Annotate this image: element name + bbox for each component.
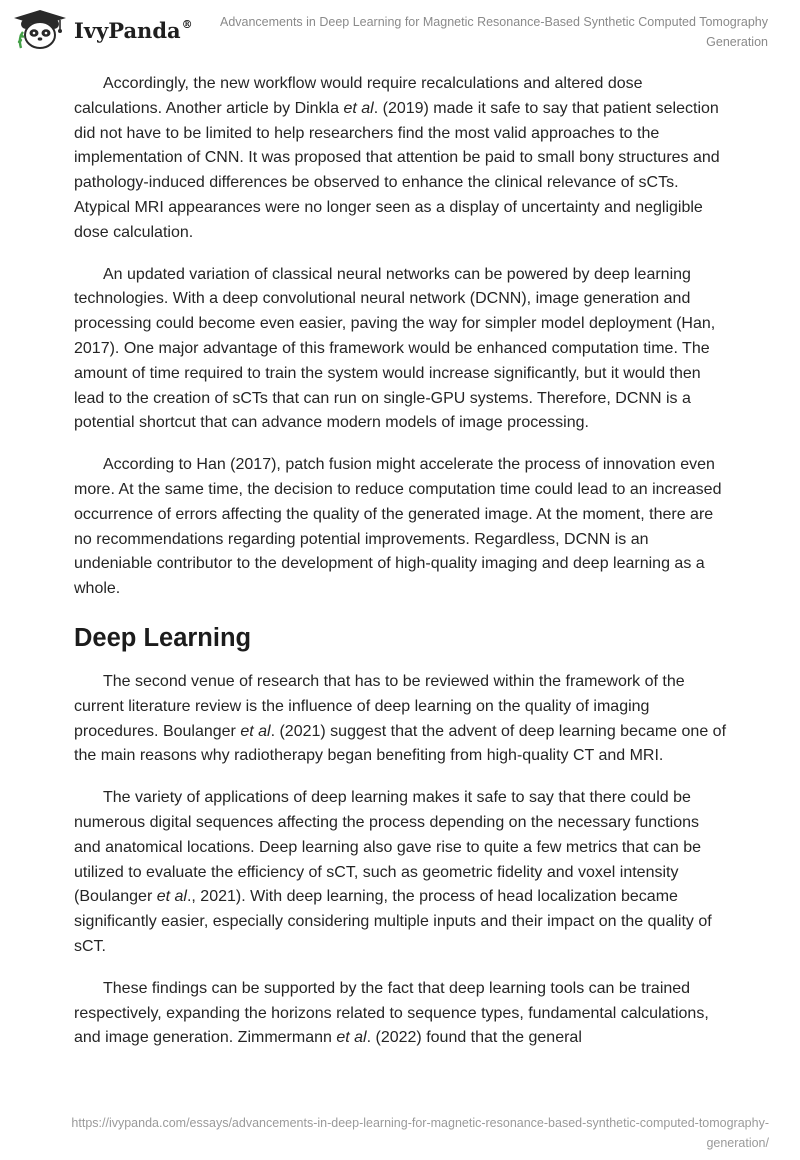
paragraph: Accordingly, the new workflow would require recalculations and altered dose calculations. Another article by Dinkla et al. (2019) made it safe to say that patient selection did not have to be limited to help researchers find the most valid approaches to the implementation of CNN. It was proposed that attention be paid to small bony structures and pathology-induced differences be observed to enhance the clinical relevance of sCTs. Atypical MRI appearances were no longer seen as a display of uncertainty and negligible dose calculation.	[74, 75, 720, 241]
section-heading: Deep Learning	[74, 623, 252, 652]
article-body	[74, 72, 726, 1068]
paragraph: According to Han (2017), patch fusion might accelerate the process of innovation even more. At the same time, the decision to reduce computation time could lead to an increased occurrence of errors affecting the quality of the generated image. At the moment, there are no recommendations regarding potential improvements. Regardless, DCNN is an undeniable contributor to the development of high-quality imaging and deep learning as a whole.	[74, 456, 722, 598]
paragraph: The second venue of research that has to be reviewed within the framework of the current literature review is the influence of deep learning on the quality of imaging procedures. Boulanger et al. (2021) suggest that the advent of deep learning became one of the main reasons why radiotherapy began benefiting from high-quality CT and MRI.	[74, 672, 727, 765]
document-title: Advancements in Deep Learning for Magnetic Resonance-Based Synthetic Computed Tomography Generation	[219, 15, 768, 49]
paragraph: An updated variation of classical neural networks can be powered by deep learning technologies. With a deep convolutional neural network (DCNN), image generation and processing could become even easier, paving the way for simpler model deployment (Han, 2017). One major advantage of this framework would be enhanced computation time. The amount of time required to train the system would increase significantly, but it would then lead to the creation of sCTs that can run on single-GPU systems. Therefore, DCNN is a potential shortcut that can advance modern models of image processing.	[74, 265, 716, 432]
page-header	[0, 0, 800, 66]
ivypanda-logo[interactable]	[14, 8, 193, 52]
paragraph: The variety of applications of deep learning makes it safe to say that there could be numerous digital sequences affecting the process depending on the necessary functions and anatomical locations. Deep learning also gave rise to quite a few metrics that can be utilized to evaluate the efficiency of sCT, such as geometric fidelity and voxel intensity (Boulanger et al., 2021). With deep learning, the process of head localization became significantly easier, especially considering multiple inputs and their impact on the quality of sCT.	[74, 789, 712, 955]
paragraph: These findings can be supported by the fact that deep learning tools can be trained respectively, expanding the horizons related to sequence types, fundamental calculations, and image generation. Zimmermann et al. (2022) found that the general	[74, 979, 709, 1047]
brand-name: IvyPanda®	[74, 17, 193, 43]
source-url[interactable]: https://ivypanda.com/essays/advancements-in-deep-learning-for-magnetic-resonance-based-synthetic-computed-tomography- generation/	[71, 1116, 769, 1150]
panda-graduate-icon	[14, 8, 70, 52]
